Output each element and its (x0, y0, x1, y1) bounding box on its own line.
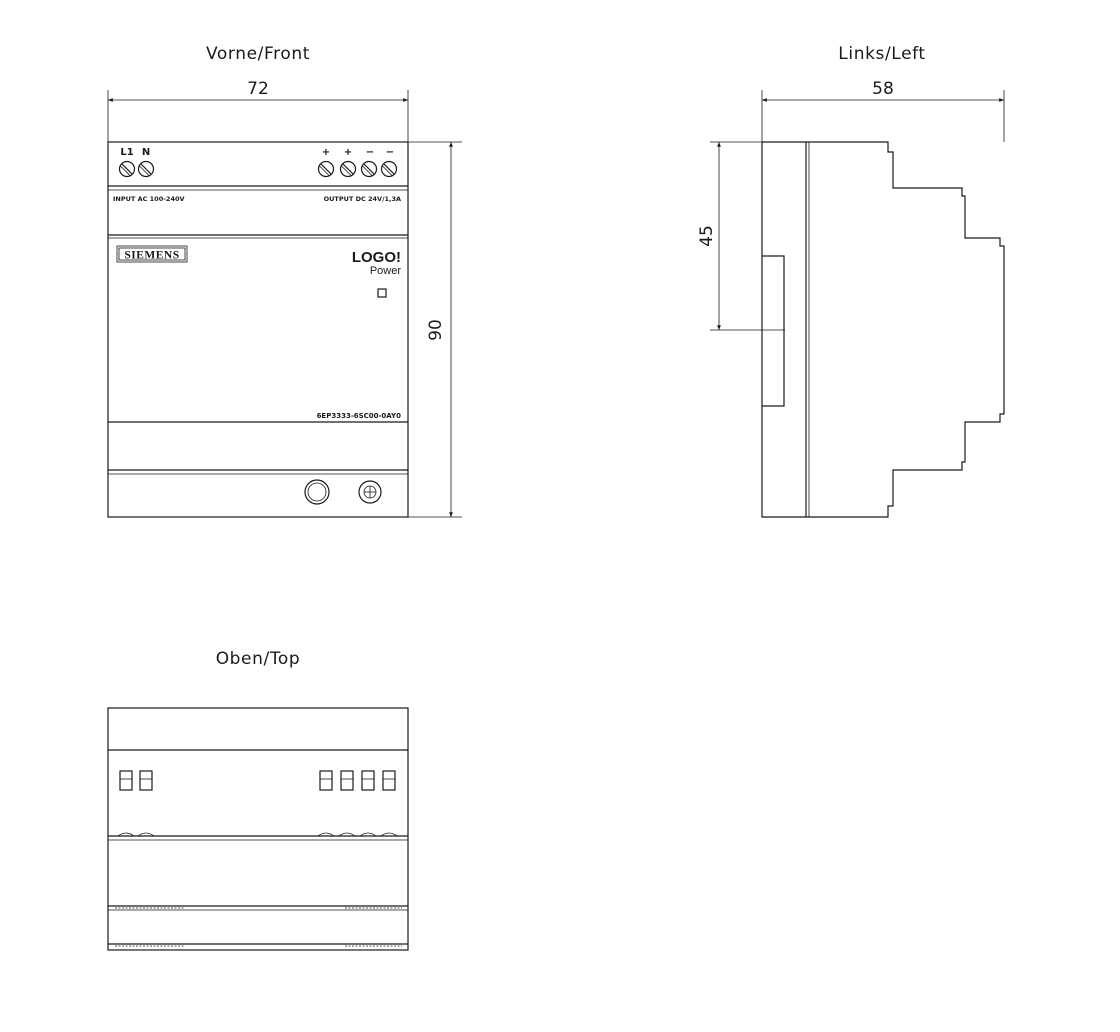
brand-logo-text: SIEMENS (124, 249, 180, 262)
front-view-title: Vorne/Front (206, 44, 310, 64)
screw-icon (382, 162, 397, 177)
top-hatching (115, 908, 402, 946)
front-width-value: 72 (247, 79, 269, 99)
top-view-title: Oben/Top (215, 649, 301, 669)
left-view (697, 44, 1004, 517)
terminal-screws (120, 162, 397, 177)
screw-icon (319, 162, 334, 177)
top-housing (108, 708, 408, 950)
front-height-dimension (408, 142, 462, 517)
left-depth-dimension (762, 79, 1004, 142)
terminal-label-minus-1: − (365, 147, 375, 158)
terminal-label-minus-2: − (385, 147, 395, 158)
front-width-dimension (108, 79, 408, 142)
terminal-block-icon (320, 771, 332, 790)
input-label: INPUT AC 100-240V (113, 195, 185, 203)
terminal-block-icon (362, 771, 374, 790)
adjust-screw-icon (359, 481, 381, 503)
output-label: OUTPUT DC 24V/1,3A (323, 195, 401, 203)
left-rail-dimension (697, 142, 785, 330)
side-profile (762, 142, 1004, 517)
terminal-label-plus-2: + (343, 147, 353, 158)
part-number: 6EP3333-6SC00-0AY0 (316, 412, 401, 420)
front-height-value: 90 (426, 319, 446, 341)
din-clip (762, 256, 784, 406)
left-depth-value: 58 (872, 79, 894, 99)
screw-icon (120, 162, 135, 177)
terminal-block-icon (120, 771, 132, 790)
screw-icon (362, 162, 377, 177)
screw-icon (139, 162, 154, 177)
top-view (108, 649, 408, 950)
screw-icon (341, 162, 356, 177)
status-led-icon (378, 289, 386, 297)
left-rail-value: 45 (697, 225, 717, 247)
terminal-label-plus-1: + (321, 147, 331, 158)
front-view (108, 44, 462, 517)
top-terminals (120, 771, 395, 790)
terminal-block-icon (383, 771, 395, 790)
terminal-block-icon (140, 771, 152, 790)
siemens-logo (117, 246, 187, 262)
product-name: LOGO! (351, 249, 401, 266)
potentiometer-icon (305, 480, 329, 504)
terminal-label-n: N (141, 147, 151, 158)
terminal-label-l1: L1 (120, 147, 134, 158)
left-view-title: Links/Left (838, 44, 926, 64)
terminal-block-icon (341, 771, 353, 790)
product-sub: Power (369, 265, 401, 277)
